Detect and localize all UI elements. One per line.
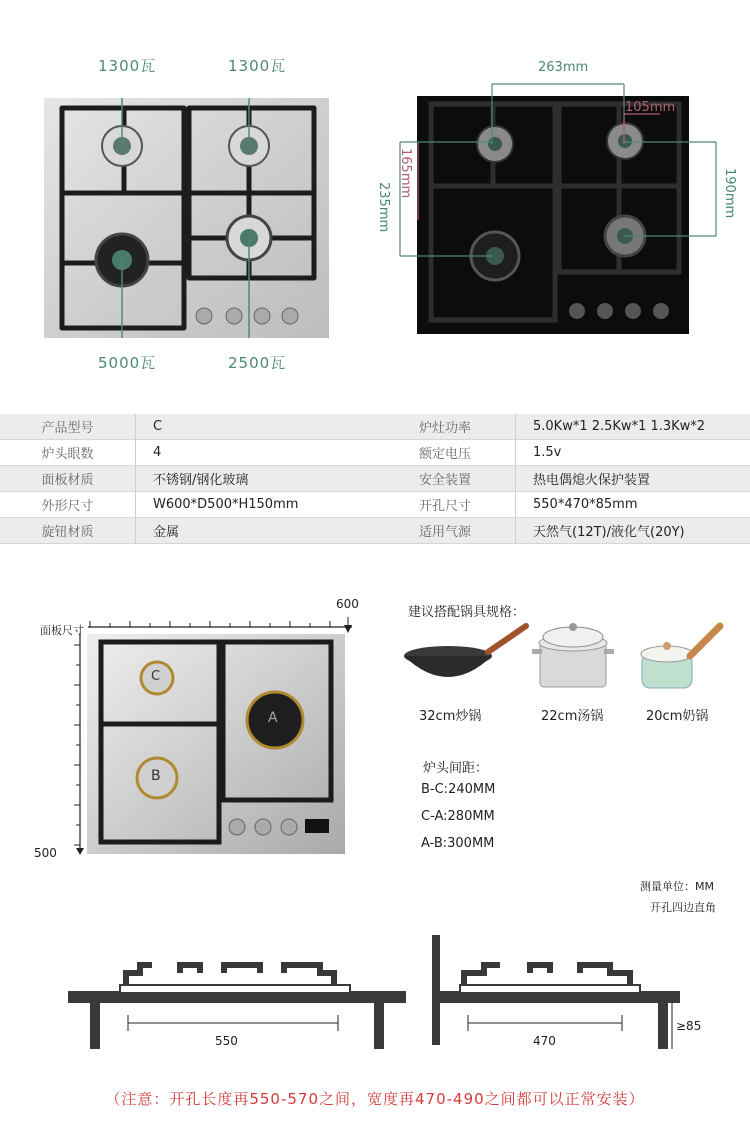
spacing-item: C-A:280MM	[421, 809, 495, 824]
spacing-title: 炉头间距：	[423, 761, 489, 776]
dim-label-235: 235mm	[376, 182, 391, 233]
cutout-height-value: ≥85	[676, 1019, 702, 1033]
glass-hob-dimension-lines	[370, 60, 750, 280]
cutout-corner-note: 开孔四边直角	[650, 901, 716, 914]
burner-letter-a: A	[268, 710, 278, 726]
spacing-item: B-C:240MM	[421, 782, 496, 797]
burner-power-label: 1300瓦	[228, 57, 287, 75]
installation-note: （注意：开孔长度再550-570之间，宽度再470-490之间都可以正常安装）	[105, 1090, 645, 1108]
cutout-width-value: 550	[215, 1034, 238, 1048]
spec-table	[0, 414, 750, 544]
dim-label-263: 263mm	[538, 60, 589, 75]
dim-label-190: 190mm	[722, 168, 737, 219]
burner-power-label: 1300瓦	[98, 57, 157, 75]
spec-row: 面板材质 不锈钢/钢化玻璃 安全装置 热电偶熄火保护装置	[0, 466, 750, 492]
three-burner-hob-photo	[87, 634, 345, 854]
spec-row: 旋钮材质 金属 适用气源 天然气(12T)/液化气(20Y)	[0, 518, 750, 544]
units-label: 测量单位：MM	[640, 880, 714, 893]
spec-row: 炉头眼数 4 额定电压 1.5v	[0, 440, 750, 466]
burner-letter-c: C	[151, 669, 161, 684]
cookware-item: 22cm汤锅	[541, 709, 604, 724]
panel-width-value: 600	[336, 597, 359, 611]
burner-power-label: 5000瓦	[98, 354, 157, 372]
dim-label-105: 105mm	[625, 100, 676, 115]
cutout-depth-value: 470	[533, 1034, 556, 1048]
cookware-item: 20cm奶锅	[646, 709, 709, 724]
spacing-item: A-B:300MM	[421, 836, 495, 851]
dim-label-165: 165mm	[398, 148, 413, 199]
burner-power-label: 2500瓦	[228, 354, 287, 372]
milk-pot-icon	[636, 618, 726, 698]
stock-pot-icon	[530, 615, 620, 700]
spec-row: 产品型号 C 炉灶功率 5.0Kw*1 2.5Kw*1 1.3Kw*2	[0, 414, 750, 440]
spec-row: 外形尺寸 W600*D500*H150mm 开孔尺寸 550*470*85mm	[0, 492, 750, 518]
cookware-item: 32cm炒锅	[419, 709, 482, 724]
stainless-hob-photo	[44, 98, 329, 338]
cutout-diagram	[60, 935, 750, 1065]
burner-letter-b: B	[151, 768, 161, 784]
panel-size-label: 面板尺寸	[40, 624, 84, 637]
cookware-title: 建议搭配锅具规格：	[408, 605, 526, 620]
panel-depth-value: 500	[34, 846, 57, 860]
wok-icon	[400, 618, 530, 698]
